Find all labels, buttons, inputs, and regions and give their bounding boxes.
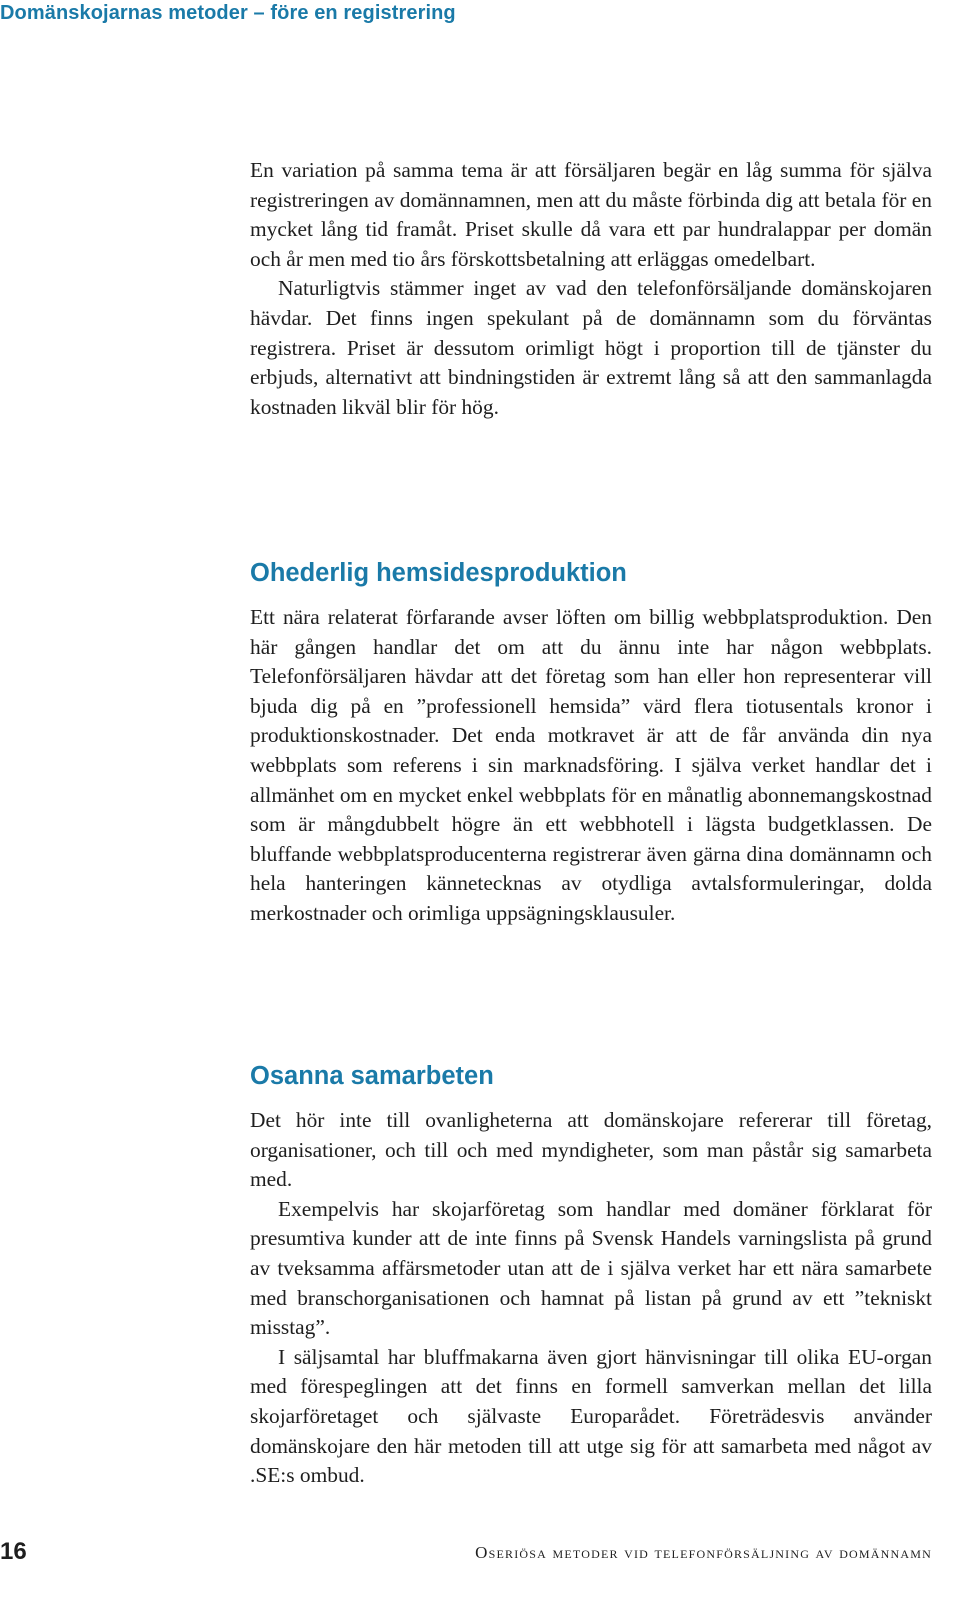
section-heading: Osanna samarbeten: [250, 1062, 494, 1090]
intro-text: [250, 156, 932, 422]
page-number: 16: [0, 1538, 27, 1565]
intro-paragraph: En variation på samma tema är att försäljaren begär en låg summa för själva registreringen av domännamnen, men att du måste förbinda dig att betala för en mycket lång tid framåt. Priset skulle då vara ett par hundralappar per domän och år men med tio års förskottsbetalning att erläggas omedelbart.: [250, 158, 932, 271]
section-body: [250, 1106, 932, 1491]
running-header: Domänskojarnas metoder – före en registrering: [0, 2, 456, 24]
intro-paragraph: Naturligtvis stämmer inget av vad den telefonförsäljande domänskojaren hävdar. Det finns ingen spekulant på de domännamn som du förväntas registrera. Priset är dessutom orimligt högt i proportion till de tjänster du erbjuds, alternativt att bindningstiden är extremt lång så att den sammanlagda kostnaden likväl blir för hög.: [250, 276, 932, 419]
section-paragraph: Exempelvis har skojarföretag som handlar med domäner förklarat för presumtiva kunder att de inte finns på Svensk Handels varningslista på grund av tveksamma affärsmetoder utan att de i själva verket har ett nära samarbete med branschorganisationen och hamnat på listan på grund av ett ”tekniskt misstag”.: [250, 1196, 932, 1340]
section-paragraph: Ett nära relaterat förfarande avser löften om billig webbplatsproduktion. Den här gången handlar det om att du ännu inte har någon webbplats. Telefonförsäljaren hävdar att det företag som han eller hon representerar vill bjuda dig på en ”professionell hemsida” värd flera tiotusentals kronor i produktionskostnader. Det enda motkravet är att de får använda din nya webbplats som referens i sin marknadsföring. I själva verket handlar det i allmänhet om en mycket enkel webbplats för en månatlig abonnemangskostnad som är mångdubbelt högre än ett webbhotell i lägsta budgetklassen. De bluffande webbplatsproducenterna registrerar även gärna dina domännamn och hela hanteringen kännetecknas av otydliga avtalsformuleringar, dolda merkostnader och orimliga uppsägningsklausuler.: [250, 605, 932, 925]
section-heading: Ohederlig hemsidesproduktion: [250, 559, 627, 587]
section-osanna-samarbeten: [250, 1061, 932, 1491]
running-footer: Oseriösa metoder vid telefonförsäljning av domännamn: [475, 1543, 932, 1562]
section-paragraph: Det hör inte till ovanligheterna att domänskojare refererar till företag, organisationer, och till och med myndigheter, som man påstår sig samarbeta med.: [250, 1108, 932, 1192]
section-body: [250, 603, 932, 929]
section-paragraph: I säljsamtal har bluffmakarna även gjort hänvisningar till olika EU-organ med förespeglingen att det finns en formell samverkan mellan det lilla skojarföretaget och självaste Europarådet. Företrädesvis använder domänskojare den här metoden till att utge sig för att samarbeta med något av .SE:s ombud.: [250, 1344, 932, 1488]
section-ohederlig-hemsidesproduktion: [250, 558, 932, 929]
